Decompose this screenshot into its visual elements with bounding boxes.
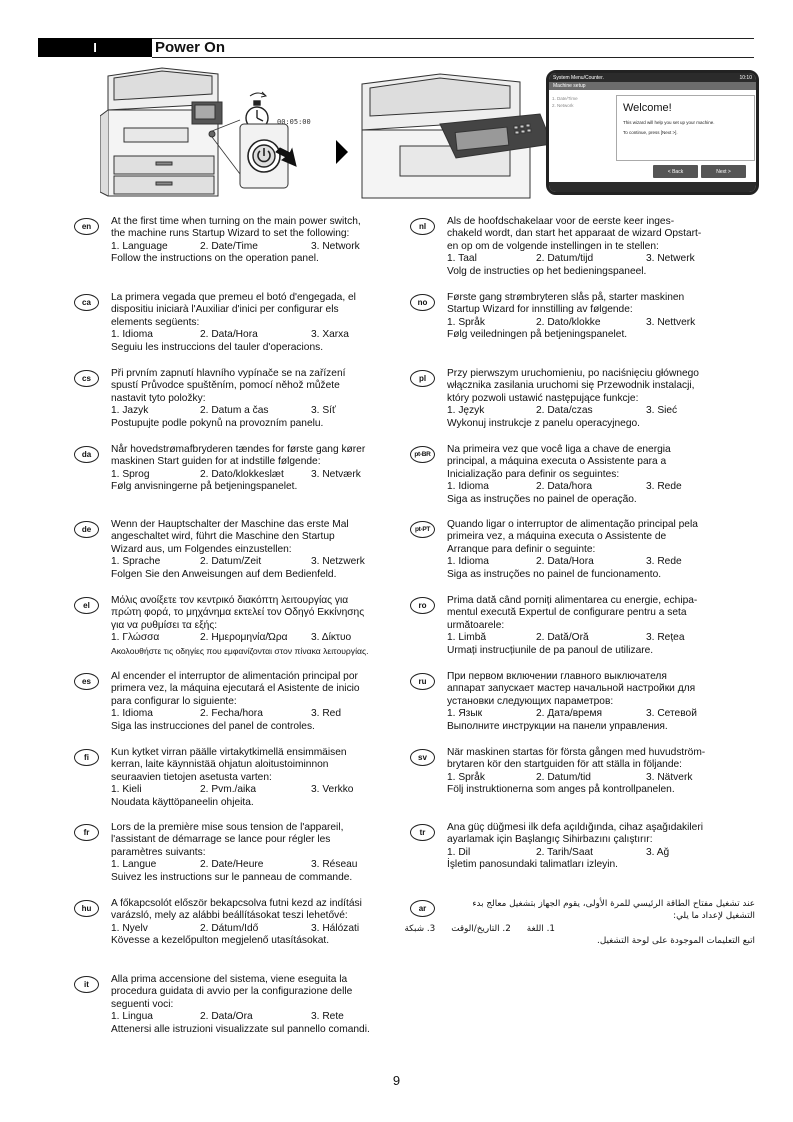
language-instructions: [447, 292, 755, 342]
instruction-footer: Siga as instruções no painel de operação.: [447, 493, 637, 505]
instruction-line: l'assistant de démarrage se lance pour régler les: [111, 834, 331, 846]
setup-option: 2. Dată/Oră: [536, 632, 589, 644]
instruction-footer: İşletim panosundaki talimatları izleyin.: [447, 859, 618, 871]
language-badge: fi: [74, 749, 99, 766]
setup-options: [111, 923, 404, 935]
setup-option: 2. Dato/klokke: [536, 316, 601, 328]
language-instructions: [447, 519, 755, 581]
instruction-footer: Seguiu les instruccions del tauler d'operacions.: [111, 341, 324, 353]
instruction-line: kerran, laite käynnistää ohjatun aloitustoiminnon: [111, 759, 329, 771]
setup-options: [404, 923, 755, 935]
language-instructions: [111, 671, 404, 733]
language-instructions: [111, 292, 404, 354]
language-instructions: [447, 595, 755, 657]
instruction-line: Wenn der Hauptschalter der Maschine das erste Mal: [111, 519, 349, 530]
screen-header: [549, 73, 756, 82]
instruction-line: en op om de volgende instellingen in te stellen:: [447, 240, 659, 252]
setup-option: 2. Data/Ora: [200, 1011, 253, 1023]
instruction-line: seuraavien tietojen asetusta varten:: [111, 771, 272, 783]
instruction-footer: Attenersi alle istruzioni visualizzate sul pannello comandi.: [111, 1023, 370, 1035]
instruction-line: Při prvním zapnutí hlavního vypínače se na zařízení: [111, 368, 346, 379]
screen-subtitle: Machine setup: [549, 82, 756, 90]
language-badge: ro: [410, 597, 435, 614]
instruction-line: primera vez, la máquina ejecutará el Asistente de inicio: [111, 683, 360, 695]
instruction-footer: Följ instruktionerna som anges på kontrollpanelen.: [447, 784, 675, 796]
setup-options: [111, 632, 404, 644]
setup-option: 3. Network: [311, 240, 360, 252]
instruction-line: Lors de la première mise sous tension de l'appareil,: [111, 822, 344, 833]
setup-option: 1. Idioma: [111, 329, 153, 341]
setup-option: 2. Datum/tijd: [536, 253, 594, 265]
instruction-line: установки следующих параметров:: [447, 695, 614, 707]
setup-option: 1. Nyelv: [111, 922, 148, 934]
instruction-footer: Ακολουθήστε τις οδηγίες που εμφανίζονται στον πίνακα λειτουργίας.: [111, 645, 369, 656]
instruction-line: paramètres suivants:: [111, 846, 206, 858]
setup-option: 1. Γλώσσα: [111, 632, 160, 644]
instruction-line: mentul execută Expertul de configurare pentru a seta: [447, 607, 687, 619]
setup-options: [447, 253, 755, 265]
instruction-footer: Postupujte podle pokynů na provozním panelu.: [111, 417, 324, 429]
setup-option: 2. Data/czas: [536, 405, 593, 417]
setup-options: [111, 1011, 404, 1023]
instruction-line: Przy pierwszym uruchomieniu, po naciśnięciu głównego: [447, 368, 699, 379]
instruction-line: Wizard aus, um Folgendes einzustellen:: [111, 543, 292, 555]
instruction-line: primeira vez, a máquina executa o Assistente de: [447, 531, 667, 543]
setup-options: [111, 556, 404, 568]
setup-option: 3. شبكة: [404, 923, 436, 934]
setup-option: 3. Nätverk: [646, 771, 693, 783]
instruction-line: włącznika zasilania uruchomi się Przewodnik instalacji,: [447, 380, 695, 392]
setup-option: 2. Data/Hora: [200, 329, 258, 341]
setup-option: 2. Dato/klokkeslæt: [200, 468, 284, 480]
setup-option: 1. Language: [111, 240, 168, 252]
instruction-line: για να ρυθμίσει τα εξής:: [111, 619, 218, 631]
setup-option: 3. Síť: [311, 405, 336, 417]
language-instructions: [447, 216, 755, 278]
setup-option: 1. Idioma: [111, 708, 153, 720]
setup-option: 1. Sprache: [111, 556, 161, 568]
instruction-footer: Siga las instrucciones del panel de controles.: [111, 720, 315, 732]
setup-options: [111, 469, 404, 481]
power-on-illustration: [100, 64, 770, 200]
language-badge: sv: [410, 749, 435, 766]
language-badge: tr: [410, 824, 435, 841]
language-badge: da: [74, 446, 99, 463]
setup-option: 2. Data/Hora: [536, 556, 594, 568]
instruction-line: dispositiu iniciarà l'Auxiliar d'inici per configurar els: [111, 304, 339, 316]
language-badge: el: [74, 597, 99, 614]
setup-option: 2. التاريخ/الوقت: [451, 923, 511, 934]
setup-options: [111, 708, 404, 720]
setup-option: 2. Date/Time: [200, 240, 258, 252]
page-title: Power On: [155, 39, 226, 56]
instruction-line: elements següents:: [111, 316, 200, 328]
instruction-line: Μόλις ανοίξετε τον κεντρικό διακόπτη λειτουργίας για: [111, 595, 349, 606]
language-instructions: [447, 368, 755, 430]
setup-option: 3. Rede: [646, 481, 682, 493]
setup-option: 3. Rețea: [646, 632, 685, 644]
title-underline: [152, 57, 754, 58]
language-badge: cs: [74, 370, 99, 387]
setup-option: 3. Rede: [646, 556, 682, 568]
setup-option: 2. Ημερομηνία/Ώρα: [200, 632, 288, 644]
language-instructions: [447, 444, 755, 506]
instruction-line: Alla prima accensione del sistema, viene eseguita la: [111, 974, 348, 985]
setup-options: [447, 317, 755, 329]
setup-option: 3. Verkko: [311, 784, 354, 796]
setup-option: 3. Réseau: [311, 859, 358, 871]
language-instructions: [111, 444, 404, 494]
timer-display: 00:05:00: [277, 118, 311, 126]
language-badge: pl: [410, 370, 435, 387]
instruction-line: πρώτη φορά, το μηχάνημα εκτελεί τον Οδηγό Εκκίνησης: [111, 607, 365, 619]
setup-option: 2. Fecha/hora: [200, 708, 263, 720]
section-marker: I: [38, 38, 152, 57]
language-instructions: [111, 595, 404, 657]
screen-footer: [549, 182, 756, 192]
setup-option: 1. Jazyk: [111, 405, 149, 417]
setup-option: 3. Red: [311, 708, 342, 720]
language-badge: ru: [410, 673, 435, 690]
welcome-screen: [546, 70, 759, 195]
instruction-footer: Kövesse a kezelőpulton megjelenő utasításokat.: [111, 935, 330, 947]
setup-options: [111, 405, 404, 417]
setup-options: [447, 632, 755, 644]
language-instructions: [111, 519, 404, 581]
language-badge: en: [74, 218, 99, 235]
instruction-footer: Siga as instruções no painel de funcionamento.: [447, 568, 662, 580]
instruction-line: Prima dată când porniți alimentarea cu energie, echipa-: [447, 595, 698, 606]
setup-option: 2. Datum/Zeit: [200, 556, 262, 568]
setup-options: [447, 847, 755, 859]
setup-option: 2. Dátum/Idő: [200, 922, 259, 934]
instruction-line: Inicialização para definir os seguintes:: [447, 468, 620, 480]
setup-option: 1. Sprog: [111, 468, 150, 480]
instruction-footer: اتبع التعليمات الموجودة على لوحة التشغيل.: [597, 936, 755, 947]
setup-option: 1. Langue: [111, 859, 157, 871]
screen-clock: 10:10: [739, 74, 752, 81]
setup-options: [111, 329, 404, 341]
instruction-line: Kun kytket virran päälle virtakytkimellä ensimmäisen: [111, 747, 347, 758]
setup-options: [111, 784, 404, 796]
welcome-heading: Welcome!: [623, 102, 672, 114]
instruction-footer: Følg veiledningen på betjeningspanelet.: [447, 329, 628, 341]
welcome-text: This wizard will help you set up your machine.: [623, 120, 715, 125]
language-badge: hu: [74, 900, 99, 917]
setup-option: 1. Språk: [447, 771, 485, 783]
setup-option: 2. Datum/tid: [536, 771, 591, 783]
welcome-panel: [616, 95, 755, 161]
setup-option: 3. Sieć: [646, 405, 678, 417]
setup-option: 1. Limbă: [447, 632, 487, 644]
back-button[interactable]: < Back: [653, 165, 698, 178]
setup-option: 3. Xarxa: [311, 329, 349, 341]
language-instructions: [111, 368, 404, 430]
setup-option: 3. Nettverk: [646, 316, 696, 328]
instruction-footer: Volg de instructies op het bedieningspaneel.: [447, 265, 647, 277]
setup-option: 2. Datum a čas: [200, 405, 269, 417]
setup-option: 1. Språk: [447, 316, 485, 328]
setup-options: [447, 708, 755, 720]
language-badge: fr: [74, 824, 99, 841]
instruction-line: the machine runs Startup Wizard to set the following:: [111, 228, 350, 240]
setup-option: 3. Δίκτυο: [311, 632, 352, 644]
instruction-footer: Folgen Sie den Anweisungen auf dem Bedienfeld.: [111, 568, 337, 580]
setup-option: 1. Taal: [447, 253, 477, 265]
setup-option: 3. Rete: [311, 1011, 344, 1023]
instruction-line: seguenti voci:: [111, 998, 174, 1010]
setup-option: 3. Hálózati: [311, 922, 360, 934]
setup-option: 1. Idioma: [447, 481, 489, 493]
setup-options: [111, 241, 404, 253]
setup-option: 3. Ağ: [646, 846, 670, 858]
next-button[interactable]: Next >: [701, 165, 746, 178]
setup-option: 2. Date/Heure: [200, 859, 264, 871]
setup-option: 1. Idioma: [447, 556, 489, 568]
screen-step: 2. Network: [552, 103, 574, 108]
language-badge: de: [74, 521, 99, 538]
screen-header-label: System Menu/Counter.: [553, 74, 604, 81]
setup-option: 1. Język: [447, 405, 485, 417]
instruction-line: Na primeira vez que você liga a chave de energia: [447, 444, 671, 455]
setup-option: 2. Data/hora: [536, 481, 593, 493]
language-instructions: [111, 747, 404, 809]
instruction-line: Al encender el interruptor de alimentación principal por: [111, 671, 358, 682]
instruction-line: spustí Průvodce spuštěním, pomocí něhož můžete: [111, 380, 340, 392]
language-badge: pt-PT: [410, 521, 435, 538]
instruction-line: Første gang strømbryteren slås på, starter maskinen: [447, 292, 685, 303]
language-badge: it: [74, 976, 99, 993]
instruction-line: Als de hoofdschakelaar voor de eerste keer inges-: [447, 216, 675, 227]
setup-option: 2. Pvm./aika: [200, 784, 257, 796]
language-instructions: [447, 747, 755, 797]
setup-options: [111, 859, 404, 871]
instruction-line: عند تشغيل مفتاح الطاقة الرئيسي للمرة الأولى، يقوم الجهاز بتشغيل معالج بدء: [472, 899, 755, 909]
instruction-line: Startup Wizard for innstilling av følgende:: [447, 304, 633, 316]
setup-option: 1. Dil: [447, 846, 471, 858]
instruction-line: angeschaltet wird, führt die Maschine den Startup: [111, 531, 335, 543]
setup-option: 1. Lingua: [111, 1011, 153, 1023]
setup-option: 3. Netzwerk: [311, 556, 365, 568]
instruction-footer: Выполните инструкции на панели управления.: [447, 720, 668, 732]
setup-options: [447, 405, 755, 417]
language-badge: es: [74, 673, 99, 690]
instruction-line: maskinen Start guiden for at indstille følgende:: [111, 456, 321, 468]
language-instructions: [447, 822, 755, 872]
setup-option: 2. Tarih/Saat: [536, 846, 594, 858]
instruction-line: nastavit tyto položky:: [111, 392, 206, 404]
setup-option: 2. Дата/время: [536, 708, 602, 720]
setup-options: [447, 481, 755, 493]
instruction-line: Når hovedstrømafbryderen tændes for første gang kører: [111, 444, 366, 455]
language-instructions: [111, 974, 404, 1036]
instruction-footer: Følg anvisningerne på betjeningspanelet.: [111, 481, 298, 493]
instruction-line: аппарат запускает мастер начальной настройки для: [447, 683, 696, 695]
instruction-line: varázsló, mely az alábbi beállításokat teszi lehetővé:: [111, 910, 348, 922]
setup-option: 3. Netwerk: [646, 253, 695, 265]
language-badge: ca: [74, 294, 99, 311]
instruction-footer: Noudata käyttöpaneelin ohjeita.: [111, 796, 254, 808]
instruction-line: La primera vegada que premeu el botó d'engegada, el: [111, 292, 356, 303]
instruction-footer: Urmați instrucțiunile de pa panoul de utilizare.: [447, 644, 654, 656]
language-badge: pt-BR: [410, 446, 435, 463]
setup-option: 1. اللغة: [526, 923, 555, 934]
instruction-footer: Follow the instructions on the operation panel.: [111, 253, 319, 265]
instruction-line: При первом включении главного выключателя: [447, 671, 667, 682]
instruction-footer: Suivez les instructions sur le panneau de commande.: [111, 871, 353, 883]
instruction-line: När maskinen startas för första gången med huvudström-: [447, 747, 706, 758]
setup-option: 3. Netværk: [311, 468, 361, 480]
continue-text: To continue, press [Next >].: [623, 130, 678, 135]
setup-options: [447, 556, 755, 568]
page-number: 9: [392, 1073, 401, 1088]
instruction-line: który pozwoli ustawić następujące funkcje:: [447, 392, 639, 404]
instruction-line: para configurar lo siguiente:: [111, 695, 237, 707]
instruction-line: التشغيل لإعداد ما يلي:: [673, 911, 755, 922]
screen-steps: [552, 95, 578, 109]
language-instructions: [111, 216, 404, 266]
instruction-line: A főkapcsolót először bekapcsolva futni kezd az indítási: [111, 898, 362, 909]
language-instructions: [447, 671, 755, 733]
language-badge: nl: [410, 218, 435, 235]
instruction-line: Ana güç düğmesi ilk defa açıldığında, cihaz aşağıdakileri: [447, 822, 703, 833]
screen-step: 1. Date/Time: [552, 96, 578, 101]
instruction-line: chakeld wordt, dan start het apparaat de wizard Opstart-: [447, 228, 702, 240]
language-instructions: [111, 822, 404, 884]
instruction-line: ayarlamak için Başlangıç Sihirbazını çalıştırır:: [447, 834, 653, 846]
setup-option: 3. Сетевой: [646, 708, 697, 720]
instruction-line: Quando ligar o interruptor de alimentação principal pela: [447, 519, 698, 530]
instruction-line: At the first time when turning on the main power switch,: [111, 216, 361, 227]
instruction-line: procedura guidata di avvio per la configurazione delle: [111, 986, 353, 998]
setup-options: [447, 772, 755, 784]
instruction-line: principal, a máquina executa o Assistente para a: [447, 456, 667, 468]
instruction-line: Arranque para definir o seguinte:: [447, 543, 596, 555]
language-instructions: [111, 898, 404, 948]
instruction-line: următoarele:: [447, 619, 505, 631]
instruction-footer: Wykonuj instrukcje z panelu operacyjnego.: [447, 417, 641, 429]
setup-option: 1. Язык: [447, 708, 483, 720]
instruction-line: brytaren kör den startguiden för att ställa in följande:: [447, 759, 683, 771]
setup-option: 1. Kieli: [111, 784, 142, 796]
language-badge: ar: [410, 900, 435, 917]
language-badge: no: [410, 294, 435, 311]
